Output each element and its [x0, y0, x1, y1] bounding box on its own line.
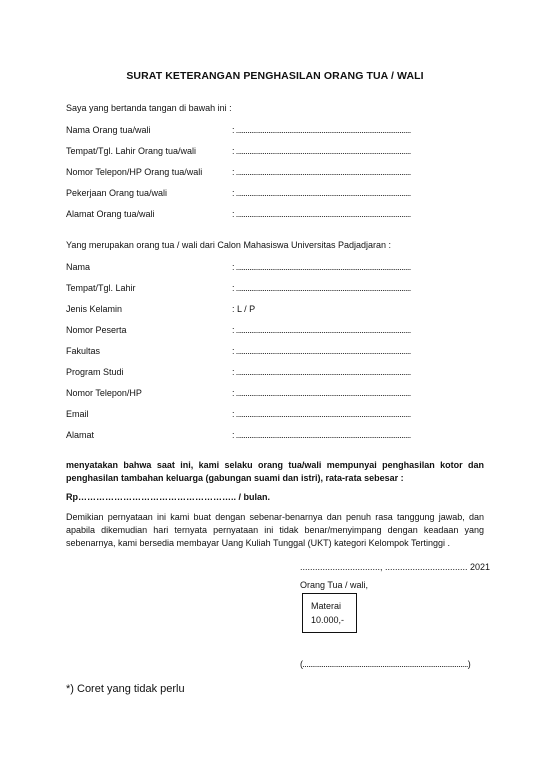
field-label-faculty: Fakultas — [66, 346, 101, 356]
stamp-label: Materai — [311, 601, 342, 611]
document-title: SURAT KETERANGAN PENGHASILAN ORANG TUA / WALI — [126, 70, 424, 82]
footnote: *) Coret yang tidak perlu — [66, 683, 185, 695]
field-value-parent-phone[interactable]: : ............................................................................................ — [232, 167, 411, 177]
intro-text: Saya yang bertanda tangan di bawah ini : — [66, 103, 232, 113]
field-value-student-address[interactable]: : ............................................................................................ — [232, 430, 411, 440]
field-value-parent-address[interactable]: : ............................................................................................ — [232, 209, 411, 219]
field-value-gender[interactable]: : L / P — [232, 304, 256, 314]
field-label-parent-phone: Nomor Telepon/HP Orang tua/wali — [66, 167, 203, 177]
declaration-paragraph: Demikian pernyataan ini kami buat dengan sebenar-benarnya dan penuh rasa tanggung jawab, dan apabila dikemudian hari ternyata pernyataan ini tidak benar/menyimpang dengan keadaan yang sebenarnya, kami bersedia membayar Uang Kuliah Tunggal (UKT) kategori Kelompok Tertinggi . — [66, 512, 484, 548]
field-value-faculty[interactable]: : ............................................................................................ — [232, 346, 411, 356]
field-label-participant-number: Nomor Peserta — [66, 325, 127, 335]
field-label-gender: Jenis Kelamin — [66, 304, 123, 314]
field-value-student-name[interactable]: : ............................................................................................ — [232, 262, 411, 272]
field-label-parent-address: Alamat Orang tua/wali — [66, 209, 155, 219]
stamp-box — [302, 593, 357, 633]
field-value-parent-birth[interactable]: : ............................................................................................ — [232, 146, 411, 156]
field-label-student-birth: Tempat/Tgl. Lahir — [66, 283, 136, 293]
field-value-student-birth[interactable]: : ............................................................................................ — [232, 283, 411, 293]
field-value-participant-number[interactable]: : ............................................................................................ — [232, 325, 411, 335]
student-intro-text: Yang merupakan orang tua / wali dari Calon Mahasiswa Universitas Padjadjaran : — [66, 240, 392, 250]
income-statement: menyatakan bahwa saat ini, kami selaku orang tua/wali mempunyai penghasilan kotor dan penghasilan tambahan keluarga (gabungan suami dan istri), rata-rata sebesar : — [66, 460, 484, 483]
field-label-parent-job: Pekerjaan Orang tua/wali — [66, 188, 168, 198]
field-label-parent-name: Nama Orang tua/wali — [66, 125, 151, 135]
field-value-parent-job[interactable]: : ............................................................................................ — [232, 188, 411, 198]
signature-line[interactable]: (.......................................................................................) — [300, 659, 471, 669]
date-line[interactable]: ................................, ................................. 2021 — [300, 562, 491, 572]
signatory-label: Orang Tua / wali, — [300, 580, 369, 590]
field-label-student-phone: Nomor Telepon/HP — [66, 388, 142, 398]
field-label-student-name: Nama — [66, 262, 91, 272]
field-label-study-program: Program Studi — [66, 367, 124, 377]
field-value-email[interactable]: : ............................................................................................ — [232, 409, 411, 419]
stamp-amount: 10.000,- — [311, 615, 345, 625]
field-label-email: Email — [66, 409, 89, 419]
field-label-student-address: Alamat — [66, 430, 95, 440]
field-value-study-program[interactable]: : ............................................................................................ — [232, 367, 411, 377]
field-label-parent-birth: Tempat/Tgl. Lahir Orang tua/wali — [66, 146, 197, 156]
field-value-parent-name[interactable]: : ............................................................................................ — [232, 125, 411, 135]
field-value-student-phone[interactable]: : ............................................................................................ — [232, 388, 411, 398]
income-amount[interactable]: Rp…………………………………………….. / bulan. — [66, 492, 270, 502]
